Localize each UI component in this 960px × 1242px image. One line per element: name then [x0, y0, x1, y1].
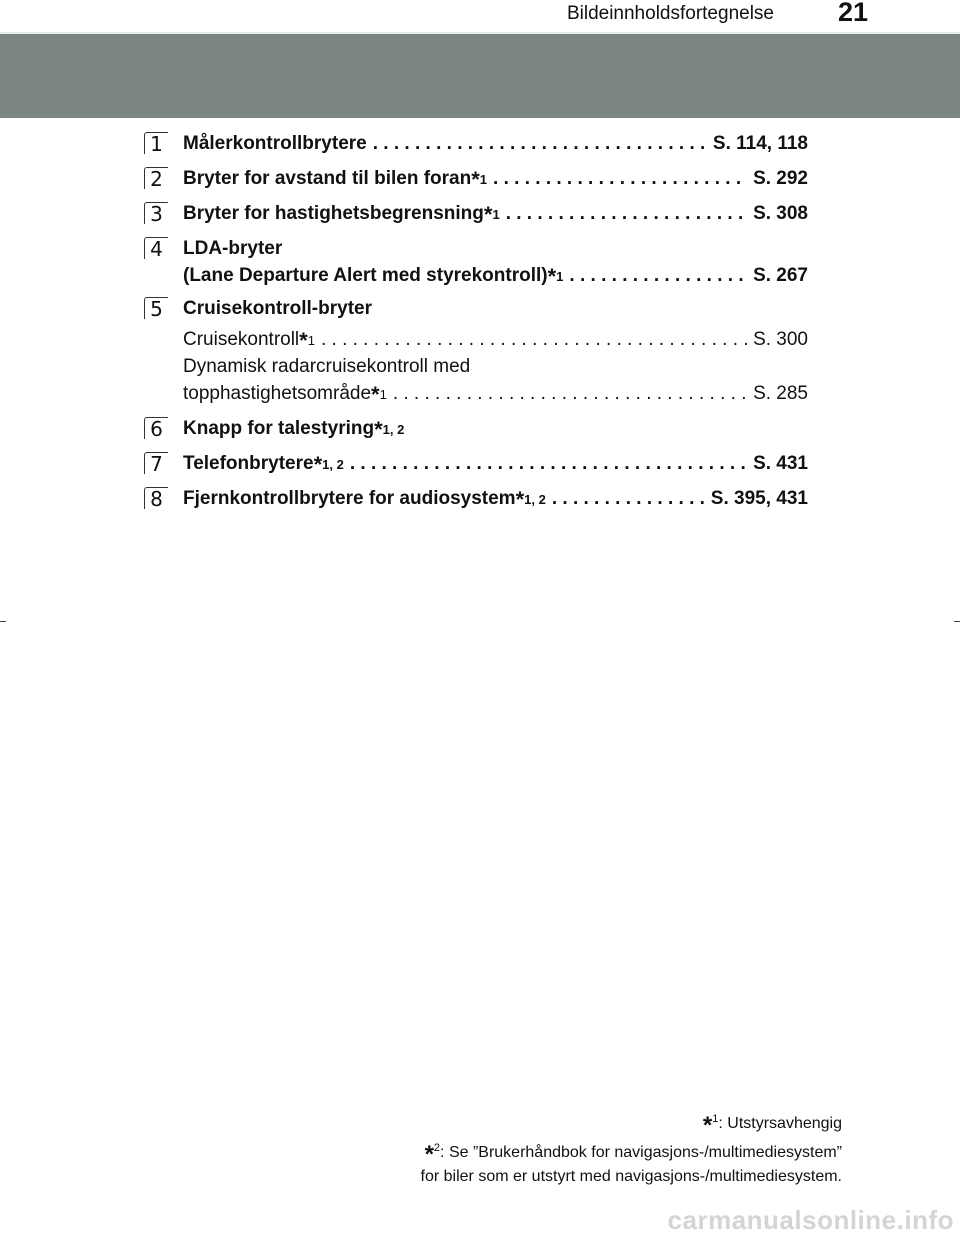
dot-leader [321, 326, 747, 353]
entry-number-badge: 8 [144, 487, 168, 509]
dot-leader [393, 380, 747, 407]
entry-label-line1: LDA-bryter [183, 238, 283, 259]
page-reference[interactable]: S. 285 [753, 383, 808, 404]
entry-label: Knapp for talestyring [183, 418, 375, 439]
footnote-2: *$^2$: Se ”Brukerhåndbok for navigasjons-/multimediesystem” [424, 1141, 842, 1168]
page-reference[interactable]: S. 431 [753, 453, 808, 474]
sub-entry-label-line1: Dynamisk radarcruisekontroll med [183, 356, 471, 377]
page-reference[interactable]: S. 114, 118 [712, 133, 808, 154]
index-entry: 5 Cruisekontroll-bryter Cruisekontroll *1 . . . S. 300 Dynamisk radarcruisekontroll med topphastighetsområde *1 . . . S. 285 [140, 295, 808, 407]
entry-label: Cruisekontroll-bryter [183, 298, 372, 319]
entry-label: Telefonbrytere [183, 453, 314, 474]
index-entry: 6 Knapp for talestyring *1, 2 [140, 415, 808, 442]
dot-leader [552, 485, 705, 512]
page-reference[interactable]: S. 395, 431 [710, 488, 808, 509]
page-header [0, 0, 960, 32]
index-entry [140, 130, 808, 157]
entry-label: Målerkontrollbrytere [183, 133, 367, 154]
crop-mark [0, 621, 6, 622]
entry-number-badge: 4 [144, 237, 168, 259]
entry-label: Fjernkontrollbrytere for audiosystem [183, 488, 516, 509]
page-reference[interactable]: S. 267 [753, 265, 808, 286]
entry-number-badge: 5 [144, 297, 168, 319]
index-entry: 8 Fjernkontrollbrytere for audiosystem *1, 2 . . . S. 395, 431 [140, 485, 808, 512]
sub-entry-label: topphastighetsområde [183, 383, 372, 404]
entry-label: Bryter for hastighetsbegrensning [183, 203, 484, 224]
entry-number-badge: 7 [144, 452, 168, 474]
footnote-2-line2: for biler som er utstyrt med navigasjons-/multimediesystem. [420, 1168, 842, 1185]
page-number: 21 [837, 0, 868, 27]
index-entry: 2 Bryter for avstand til bilen foran *1 . . . S. 292 [140, 165, 808, 192]
footnote-1: *$^1$: Utstyrsavhengig [702, 1112, 842, 1139]
dot-leader [569, 262, 747, 289]
footnotes [421, 1108, 842, 1188]
page-reference[interactable]: S. 292 [753, 168, 808, 189]
section-title: Bildeinnholdsfortegnelse [566, 3, 774, 24]
index-entry: 3 Bryter for hastighetsbegrensning *1 . . . S. 308 [140, 200, 808, 227]
dot-leader [373, 130, 707, 157]
page-reference[interactable]: S. 300 [753, 329, 808, 350]
watermark: carmanualsonline.info [667, 1205, 954, 1235]
dot-leader [493, 165, 747, 192]
index-list [140, 130, 808, 512]
index-entry: 4 LDA-bryter (Lane Departure Alert med styrekontroll) *1 . . . S. 267 [140, 235, 808, 289]
entry-number-badge: 2 [144, 167, 168, 189]
dot-leader [350, 450, 747, 477]
sub-entry-label: Cruisekontroll [183, 329, 300, 350]
image-band [0, 34, 960, 118]
entry-number-badge: 1 [144, 132, 168, 154]
dot-leader [506, 200, 747, 227]
entry-label: Bryter for avstand til bilen foran [183, 168, 472, 189]
entry-label: (Lane Departure Alert med styrekontroll) [183, 265, 548, 286]
entry-number-badge: 6 [144, 417, 168, 439]
crop-mark [954, 621, 960, 622]
page-reference[interactable]: S. 308 [753, 203, 808, 224]
index-entry: 7 Telefonbrytere *1, 2 . . . S. 431 [140, 450, 808, 477]
entry-number-badge: 3 [144, 202, 168, 224]
